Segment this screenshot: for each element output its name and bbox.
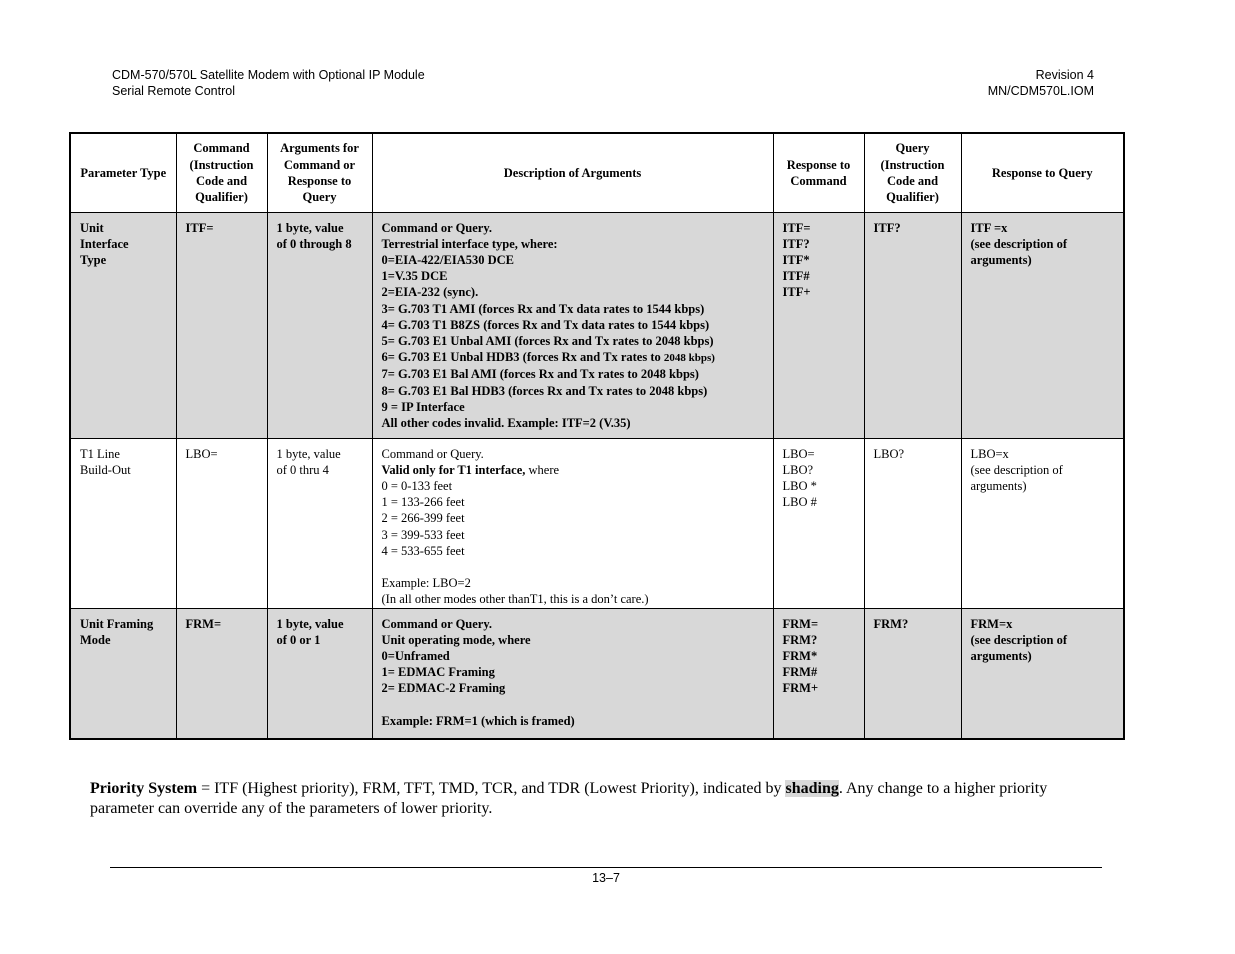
cell-line: Example: LBO=2 [381,576,471,591]
cell-line: 0=Unframed [381,648,450,663]
cell-line: 0=EIA-422/EIA530 DCE [381,252,514,267]
cell-line: ITF? [873,220,901,235]
query-cell [864,438,961,608]
cell-line: LBO= [185,446,218,461]
cell-line: LBO * [782,478,817,493]
cell-line: ITF# [782,269,810,284]
parameter-type-cell [70,438,176,608]
cell-line: 9 = IP Interface [381,399,465,414]
column-header: Description of Arguments [372,133,773,212]
cell-line: Unit [80,220,104,235]
document-title: CDM-570/570L Satellite Modem with Optional IP Module [112,68,425,82]
cell-line: arguments) [970,478,1027,493]
cell-line: Terrestrial interface type, where: [381,236,558,251]
cell-line: (see description of [970,462,1063,477]
priority-label: Priority System [90,780,198,797]
cell-line: LBO=x [970,446,1009,461]
cell-line: 1 byte, value [276,220,344,235]
command-cell [176,212,267,438]
cell-line: Mode [80,632,111,647]
cell-line: FRM# [782,665,818,680]
column-header: Command (Instruction Code and Qualifier) [176,133,267,212]
cell-line: ITF= [782,220,811,235]
cell-line: ITF =x [970,220,1008,235]
cell-line: Example: FRM=1 (which is framed) [381,713,575,728]
cell-line: 1 byte, value [276,446,341,461]
cell-line: 2 = 266-399 feet [381,511,465,526]
cell-text: 2048 kbps) [663,352,715,365]
response-cell [773,608,864,739]
cell-line: of 0 or 1 [276,632,321,647]
query-cell [864,608,961,739]
cell-line: of 0 through 8 [276,236,352,251]
table-row [70,438,1124,608]
cell-line: 3= G.703 T1 AMI (forces Rx and Tx data rates to 1544 kbps) [381,301,705,316]
cell-line: FRM= [782,616,819,631]
response-cell [773,438,864,608]
footer-divider [110,867,1102,868]
description-cell [372,438,773,608]
cell-line: LBO # [782,495,817,510]
response-cell [773,212,864,438]
cell-text: where [525,462,560,477]
cell-line: FRM= [185,616,222,631]
command-table [69,132,1125,740]
column-header: Response to Query [961,133,1124,212]
query-response-cell [961,608,1124,739]
cell-line: 0 = 0-133 feet [381,478,453,493]
parameter-type-cell [70,212,176,438]
cell-line: 1 = 133-266 feet [381,495,465,510]
cell-line: All other codes invalid. Example: ITF=2 (V.35) [381,415,631,430]
cell-line: 2= EDMAC-2 Framing [381,681,506,696]
cell-line: 1 byte, value [276,616,344,631]
cell-line: 4= G.703 T1 B8ZS (forces Rx and Tx data rates to 1544 kbps) [381,317,710,332]
cell-line: 3 = 399-533 feet [381,527,465,542]
arguments-cell [267,608,372,739]
cell-line: ITF* [782,252,810,267]
cell-line: ITF? [782,236,810,251]
column-header: Response to Command [773,133,864,212]
description-cell [372,212,773,438]
cell-line: LBO? [782,462,814,477]
column-header: Parameter Type [70,133,176,212]
cell-line: Command or Query. [381,446,484,461]
cell-line: LBO? [873,446,905,461]
section-title: Serial Remote Control [112,84,235,98]
arguments-cell [267,438,372,608]
page-header-left [112,67,425,99]
arguments-cell [267,212,372,438]
cell-spacer [382,697,765,713]
revision-label: Revision 4 [1035,68,1094,82]
cell-line: Build-Out [80,462,131,477]
cell-line: 8= G.703 E1 Bal HDB3 (forces Rx and Tx rates to 2048 kbps) [381,383,708,398]
cell-line: Interface [80,236,129,251]
cell-spacer [382,559,765,575]
cell-line: 7= G.703 E1 Bal AMI (forces Rx and Tx rates to 2048 kbps) [381,367,699,382]
cell-line: 2=EIA-232 (sync). [381,285,479,300]
command-cell [176,438,267,608]
cell-line: Command or Query. [381,220,493,235]
query-response-cell [961,212,1124,438]
cell-line [382,462,765,478]
cell-line: FRM? [873,616,909,631]
column-header: Query (Instruction Code and Qualifier) [864,133,961,212]
cell-line: ITF+ [782,285,811,300]
cell-line: Type [80,252,107,267]
cell-line: (In all other modes other thanT1, this is a don’t care.) [381,592,649,607]
cell-line: of 0 thru 4 [276,462,329,477]
column-header: Arguments for Command or Response to Query [267,133,372,212]
query-response-cell [961,438,1124,608]
cell-line: arguments) [970,252,1032,267]
table-header-row [70,133,1124,212]
cell-line: 1=V.35 DCE [381,269,448,284]
priority-system-note [90,779,1100,819]
document-number: MN/CDM570L.IOM [987,84,1094,98]
cell-line: arguments) [970,648,1032,663]
cell-line: (see description of [970,632,1068,647]
table-row [70,608,1124,739]
cell-line: FRM? [782,632,818,647]
cell-line: FRM=x [970,616,1013,631]
cell-line: Unit Framing [80,616,154,631]
cell-line: FRM* [782,648,818,663]
query-cell [864,212,961,438]
parameter-type-cell [70,608,176,739]
cell-line: ITF= [185,220,214,235]
cell-line: (see description of [970,236,1068,251]
shading-sample: shading [785,780,839,797]
cell-line: T1 Line [80,446,120,461]
cell-line: Command or Query. [381,616,493,631]
cell-line: 5= G.703 E1 Unbal AMI (forces Rx and Tx rates to 2048 kbps) [381,333,714,348]
cell-line [382,349,765,366]
cell-line: 4 = 533-655 feet [381,543,465,558]
page-header-right [988,67,1094,99]
cell-line: Unit operating mode, where [381,632,531,647]
cell-line: FRM+ [782,681,819,696]
priority-text: . Any change to a higher priority parameter can override any of the parameters of lower priority. [90,780,1048,817]
page-number: 13–7 [592,871,620,885]
cell-text: Valid only for T1 interface, [381,462,526,477]
cell-text: 6= G.703 E1 Unbal HDB3 (forces Rx and Tx rates to [381,350,661,365]
cell-line: 1= EDMAC Framing [381,665,495,680]
description-cell [372,608,773,739]
command-cell [176,608,267,739]
priority-text: = ITF (Highest priority), FRM, TFT, TMD, TCR, and TDR (Lowest Priority), indicated by [197,780,786,797]
cell-line: LBO= [782,446,815,461]
table-row [70,212,1124,438]
